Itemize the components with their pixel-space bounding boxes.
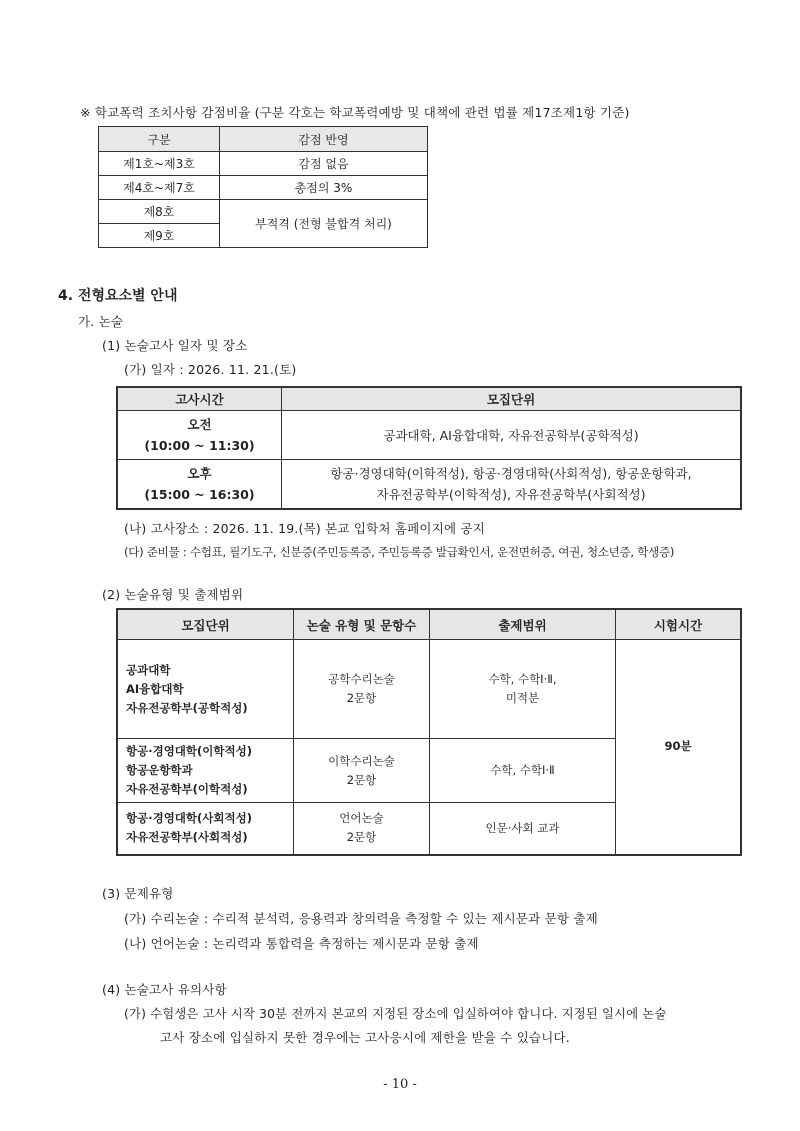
exam-time-cell	[117, 460, 282, 510]
item-text: (가) 수험생은 고사 시작 30분 전까지 본교의 지정된 장소에 입실하여야 합니다. 지정된 일시에 논술	[124, 1007, 667, 1021]
schedule-table	[116, 386, 742, 510]
question-count: 2문항	[346, 691, 377, 705]
item-text: (가) 수리논술 : 수리적 분석력, 응용력과 창의력을 측정할 수 있는 제시문과 문항 출제	[124, 911, 598, 926]
table-cell: 제8호	[99, 200, 220, 224]
question-count: 2문항	[346, 772, 377, 787]
unit-name: 공과대학	[126, 662, 171, 677]
table-cell: 제9호	[99, 224, 220, 248]
duration-cell: 90분	[616, 640, 742, 855]
scope-cell	[430, 640, 616, 739]
time-range: (10:00 ~ 11:30)	[144, 438, 255, 453]
item-text: (다) 준비물 : 수험표, 필기도구, 신분증(주민등록증, 주민등록증 발급확인서, 운전면허증, 여권, 청소년증, 학생증)	[124, 545, 675, 559]
table-cell: 부적격 (전형 불합격 처리)	[220, 200, 428, 248]
column-header: 감점 반영	[220, 127, 428, 152]
unit-name: 자유전공학부(공학적성)	[126, 700, 248, 715]
item-text: (나) 언어논술 : 논리력과 통합력을 측정하는 제시문과 문항 출제	[124, 936, 479, 951]
essay-type: 이학수리논술	[328, 753, 395, 768]
units-cell	[117, 803, 294, 855]
table-header-row	[117, 609, 741, 640]
table-cell: 제1호~제3호	[99, 152, 220, 176]
table-cell: 제4호~제7호	[99, 176, 220, 200]
table-row	[117, 411, 741, 460]
essay-type-table	[116, 608, 742, 856]
column-header: 구분	[99, 127, 220, 152]
column-header: 고사시간	[117, 387, 282, 411]
question-count: 2문항	[346, 830, 377, 845]
column-header: 출제범위	[430, 609, 616, 640]
table-row	[99, 200, 428, 224]
section-title: 4. 전형요소별 안내	[58, 288, 178, 304]
deduction-table	[98, 126, 428, 248]
item-text: (가) 일자 : 2026. 11. 21.(토)	[124, 362, 297, 377]
subsection-title: 가. 논술	[78, 314, 124, 329]
essay-type: 언어논술	[339, 811, 384, 826]
column-header: 논술 유형 및 문항수	[294, 609, 430, 640]
table-row	[99, 152, 428, 176]
units-text: 공과대학, AI융합대학, 자유전공학부(공학적성)	[383, 427, 639, 443]
essay-type-cell	[294, 803, 430, 855]
units-text: 자유전공학부(이학적성), 자유전공학부(사회적성)	[376, 487, 646, 502]
units-text: 항공·경영대학(이학적성), 항공·경영대학(사회적성), 항공운항학과,	[330, 466, 692, 481]
scope-text: 인문·사회 교과	[485, 820, 560, 835]
scope-text: 미적분	[505, 691, 540, 705]
unit-name: 항공·경영대학(사회적성)	[126, 811, 252, 826]
table-row	[99, 176, 428, 200]
item-text: (나) 고사장소 : 2026. 11. 19.(목) 본교 입학처 홈페이지에 공지	[124, 521, 485, 536]
essay-type-cell	[294, 739, 430, 803]
unit-name: 항공운항학과	[126, 763, 193, 777]
table-header-row	[117, 387, 741, 411]
table-row	[117, 460, 741, 510]
item-text: 고사 장소에 입실하지 못한 경우에는 고사응시에 제한을 받을 수 있습니다.	[160, 1030, 570, 1045]
item-heading: (3) 문제유형	[102, 886, 174, 901]
units-cell	[282, 411, 742, 460]
units-cell	[117, 739, 294, 803]
table-cell: 감점 없음	[220, 152, 428, 176]
column-header: 시험시간	[616, 609, 742, 640]
exam-time-cell	[117, 411, 282, 460]
deduction-note: ※ 학교폭력 조치사항 감점비율 (구분 각호는 학교폭력예방 및 대책에 관련 법률 제17조제1항 기준)	[80, 105, 630, 120]
item-heading: (4) 논술고사 유의사항	[102, 982, 227, 997]
units-cell	[117, 640, 294, 739]
table-row	[117, 640, 741, 739]
column-header: 모집단위	[282, 387, 742, 411]
unit-name: 자유전공학부(이학적성)	[126, 782, 248, 796]
item-heading: (2) 논술유형 및 출제범위	[102, 587, 244, 602]
time-label: 오전	[187, 417, 212, 432]
scope-cell	[430, 803, 616, 855]
unit-name: AI융합대학	[126, 681, 184, 696]
essay-type-cell	[294, 640, 430, 739]
column-header: 모집단위	[117, 609, 294, 640]
unit-name: 항공·경영대학(이학적성)	[126, 744, 252, 758]
time-label: 오후	[187, 466, 212, 481]
table-cell: 총점의 3%	[220, 176, 428, 200]
scope-text: 수학, 수학Ⅰ·Ⅱ,	[488, 672, 557, 686]
item-heading: (1) 논술고사 일자 및 장소	[102, 338, 248, 353]
unit-name: 자유전공학부(사회적성)	[126, 830, 248, 845]
scope-cell	[430, 739, 616, 803]
time-range: (15:00 ~ 16:30)	[144, 487, 255, 502]
page-number: - 10 -	[383, 1077, 417, 1092]
scope-text: 수학, 수학Ⅰ·Ⅱ	[490, 763, 555, 777]
table-header-row	[99, 127, 428, 152]
essay-type: 공학수리논술	[328, 672, 395, 686]
units-cell	[282, 460, 742, 510]
